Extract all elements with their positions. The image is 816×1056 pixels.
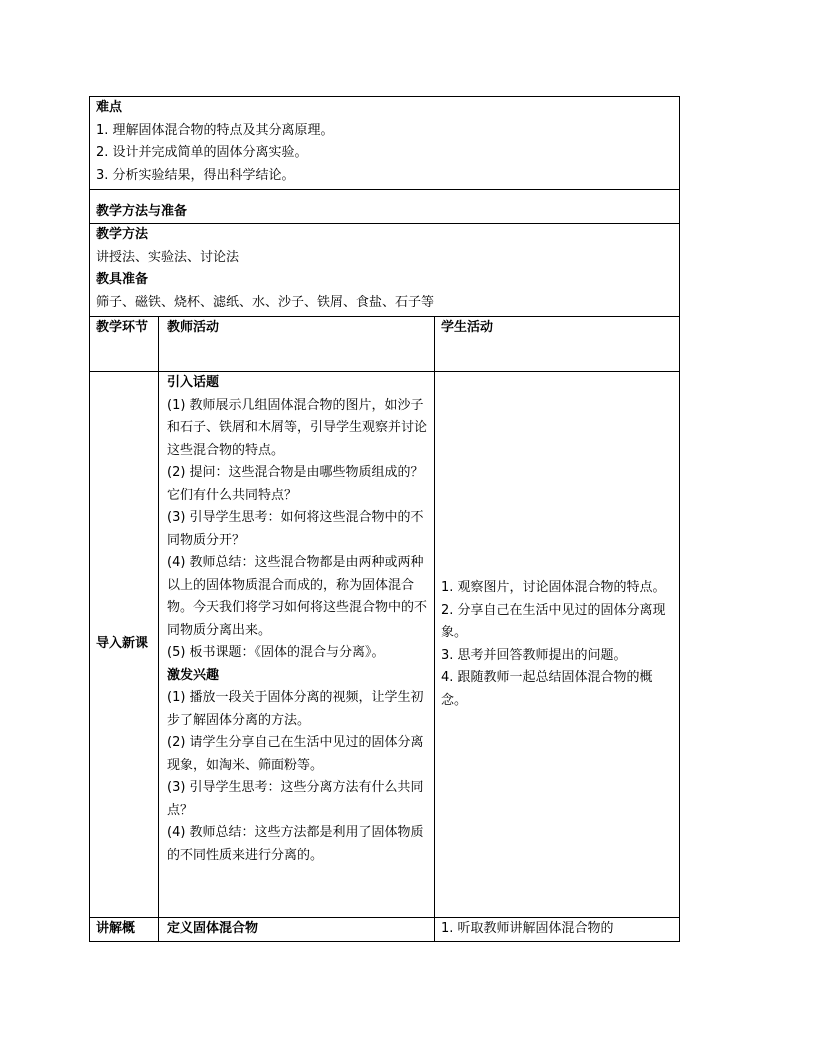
activity-line: (4) 教师总结：这些混合物都是由两种或两种以上的固体物质混合而成的，称为固体混合物。今天我们将学习如何将这些混合物中的不同物质分离出来。 [167, 555, 428, 638]
method-text: 讲授法、实验法、讨论法 [96, 249, 240, 265]
section-heading: 激发兴趣 [167, 667, 220, 683]
activity-line: (3) 引导学生思考：如何将这些混合物中的不同物质分开？ [167, 510, 424, 548]
difficulties-cell [90, 97, 680, 190]
activity-line: (3) 引导学生思考：这些分离方法有什么共同点？ [167, 780, 424, 818]
document-page [89, 96, 679, 942]
activity-line: (1) 播放一段关于固体分离的视频，让学生初步了解固体分离的方法。 [167, 690, 424, 728]
teacher-activity-cell: 定义固体混合物 [159, 918, 435, 942]
lesson-plan-table [89, 96, 680, 942]
difficulties-heading: 难点 [96, 100, 123, 115]
prep-heading: 教具准备 [96, 272, 149, 287]
methods-title-cell [90, 190, 680, 224]
difficulty-item: 1. 理解固体混合物的特点及其分离原理。 [96, 122, 334, 138]
student-item: 3. 思考并回答教师提出的问题。 [441, 647, 627, 663]
activity-line: (2) 提问：这些混合物是由哪些物质组成的？它们有什么共同特点？ [167, 465, 424, 503]
difficulties-row [90, 97, 680, 190]
student-item: 4. 跟随教师一起总结固体混合物的概念。 [441, 670, 653, 708]
header-student: 学生活动 [435, 317, 680, 372]
difficulty-item: 2. 设计并完成简单的固体分离实验。 [96, 145, 308, 160]
activity-line: (2) 请学生分享自己在生活中见过的固体分离现象，如淘米、筛面粉等。 [167, 735, 424, 773]
header-stage: 教学环节 [90, 317, 159, 372]
stage-cell: 讲解概 [90, 918, 159, 942]
prep-text: 筛子、磁铁、烧杯、滤纸、水、沙子、铁屑、食盐、石子等 [96, 294, 435, 310]
activity-line: (4) 教师总结：这些方法都是利用了固体物质的不同性质来进行分离的。 [167, 825, 424, 863]
student-item: 1. 观察图片，讨论固体混合物的特点。 [441, 580, 666, 595]
student-item: 2. 分享自己在生活中见过的固体分离现象。 [441, 602, 666, 640]
section-heading: 引入话题 [167, 375, 220, 390]
methods-cell [90, 224, 680, 317]
table-row [90, 918, 680, 942]
methods-section-title: 教学方法与准备 [96, 203, 188, 219]
student-activity-cell: 1. 听取教师讲解固体混合物的 [435, 918, 680, 942]
difficulty-item: 3. 分析实验结果，得出科学结论。 [96, 167, 295, 183]
student-activity-cell [435, 372, 680, 918]
method-heading: 教学方法 [96, 227, 149, 242]
methods-title-row [90, 190, 680, 224]
table-row [90, 372, 680, 918]
teacher-activity-cell [159, 372, 435, 918]
header-teacher: 教师活动 [159, 317, 435, 372]
methods-row [90, 224, 680, 317]
activity-line: (1) 教师展示几组固体混合物的图片，如沙子和石子、铁屑和木屑等，引导学生观察并讨论这些混合物的特点。 [167, 397, 428, 458]
table-header-row [90, 317, 680, 372]
stage-cell: 导入新课 [90, 372, 159, 918]
activity-line: (5) 板书课题：《固体的混合与分离》。 [167, 645, 385, 660]
